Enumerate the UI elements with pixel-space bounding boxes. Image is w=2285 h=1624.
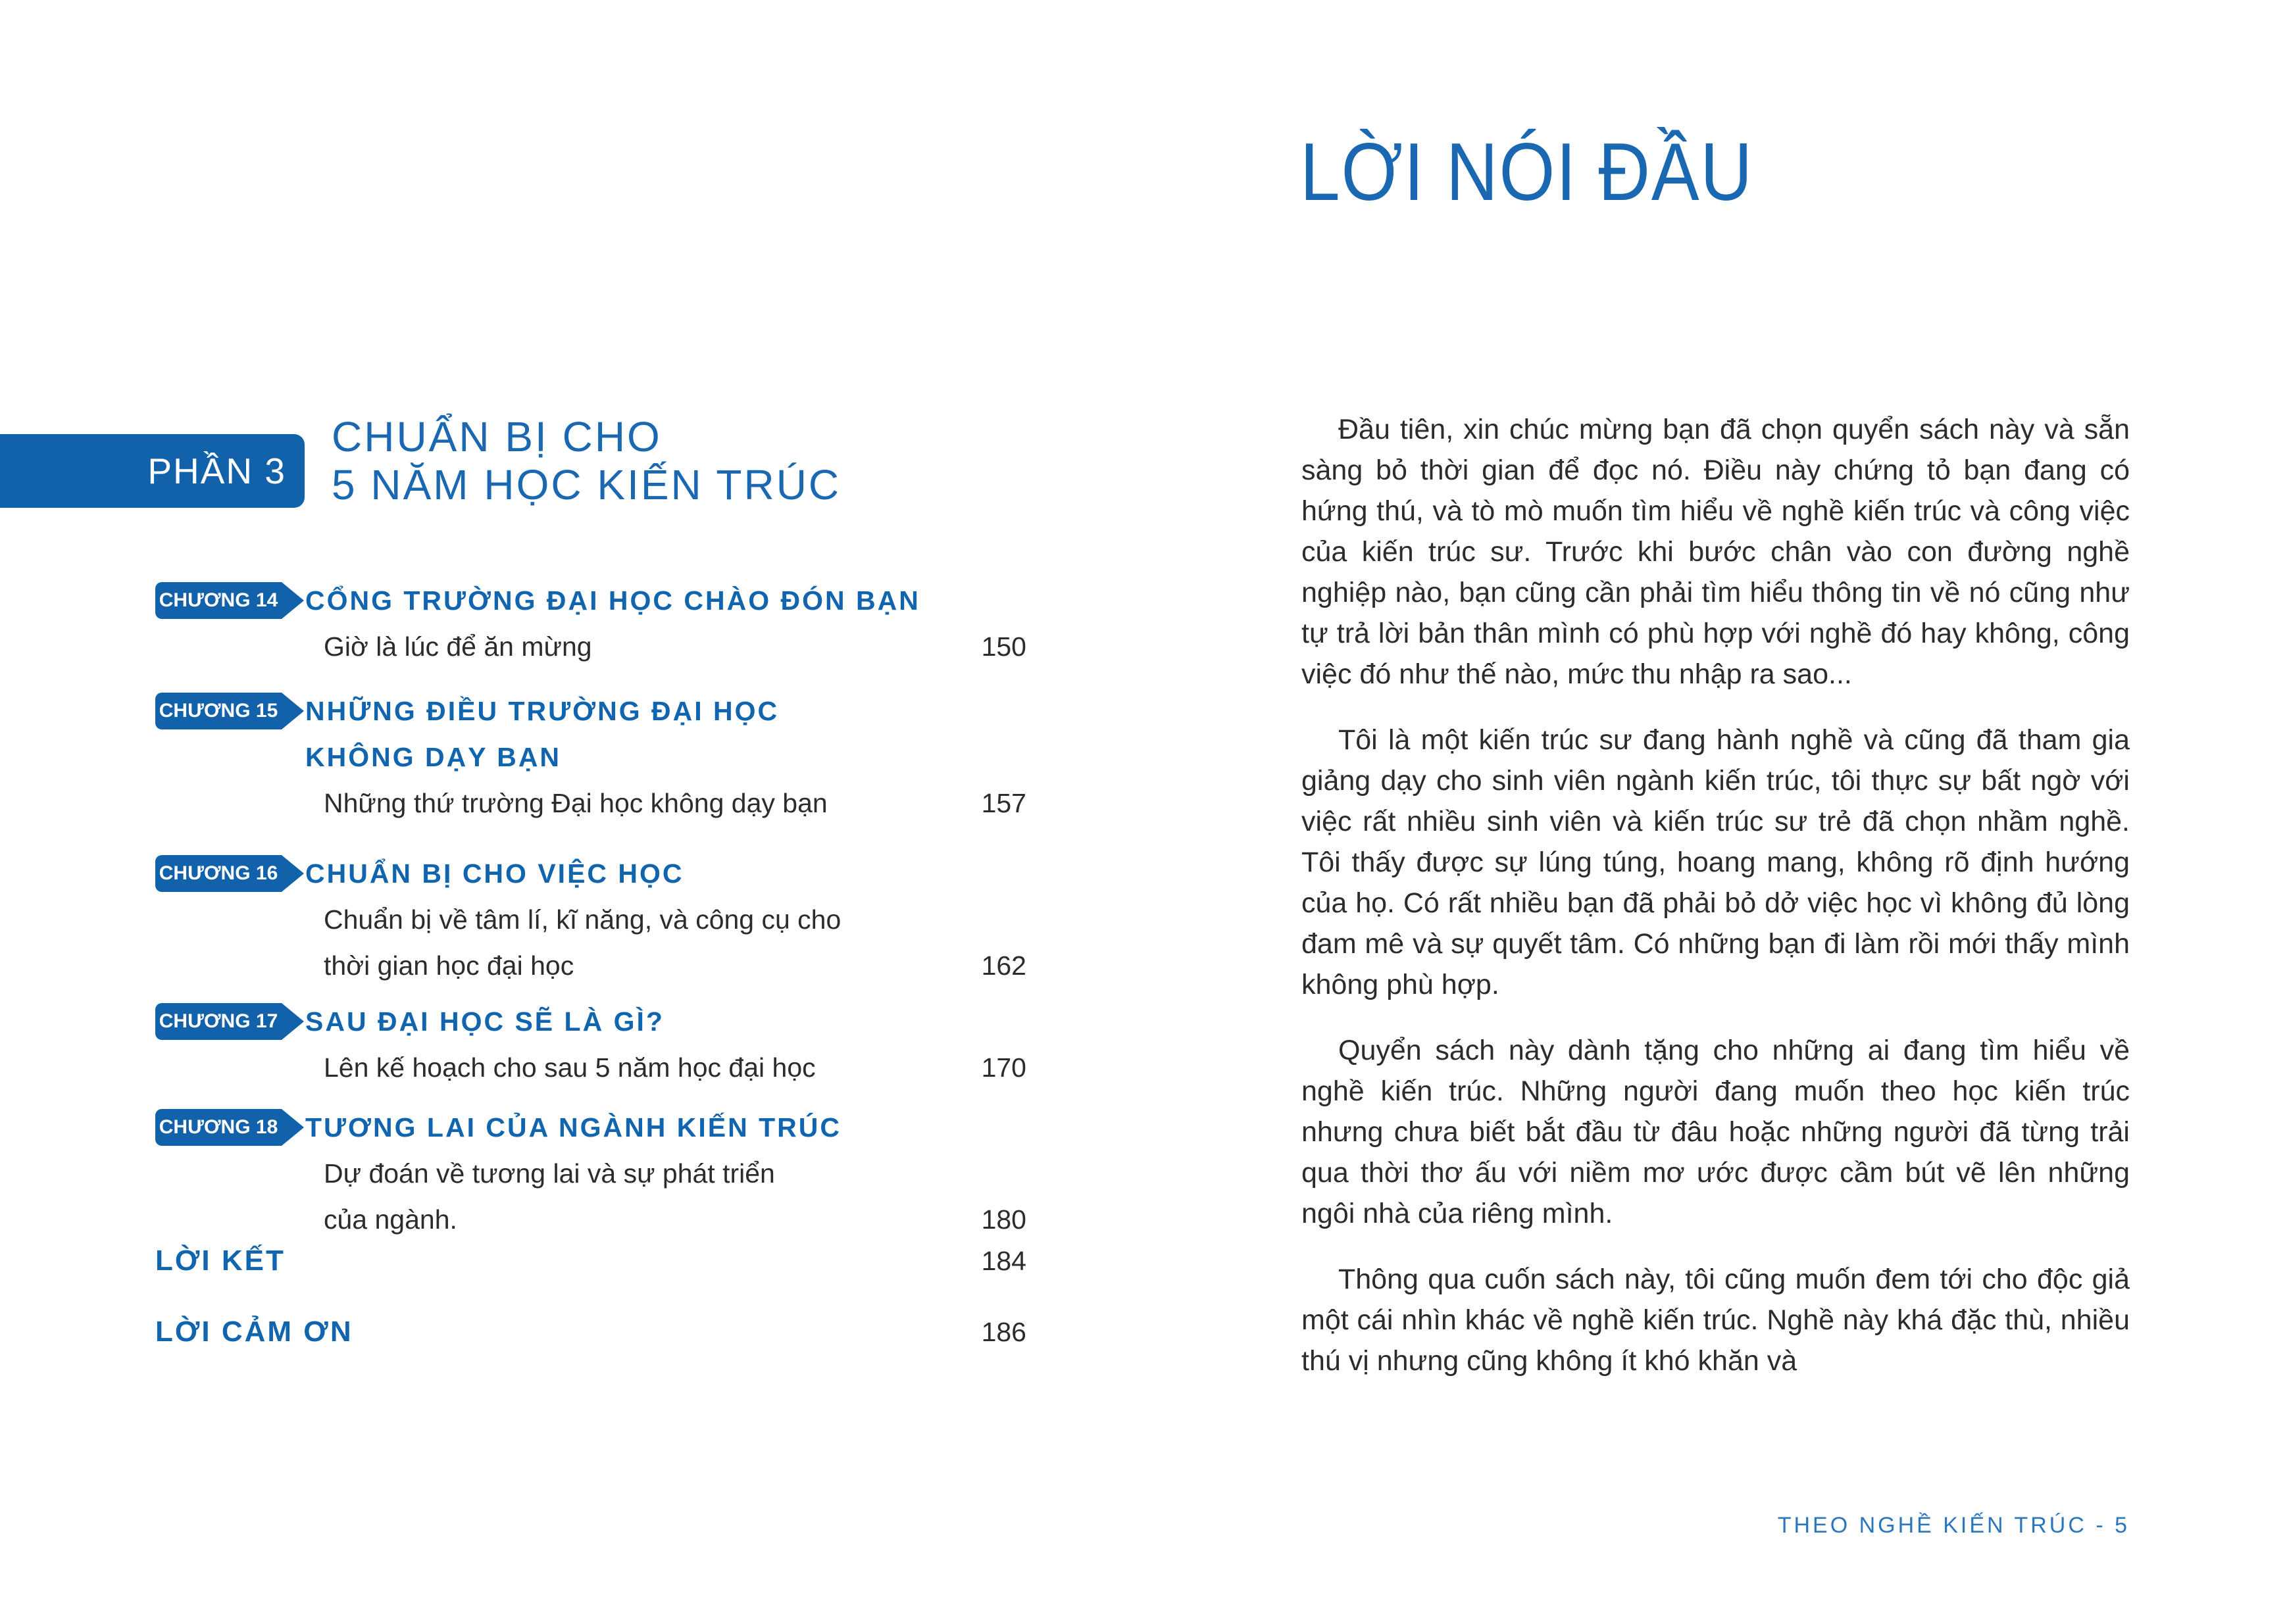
chapter-subtitle-row [155,1045,1026,1091]
chapter-subtitle-row [155,624,1026,670]
part-label: PHẦN 3 [147,451,286,491]
chapter-subtitle: Lên kế hoạch cho sau 5 năm học đại học [324,1052,816,1083]
chapter-badge-label: CHƯƠNG 15 [159,700,278,722]
chapter-badge-label: CHƯƠNG 16 [159,862,278,884]
backmatter-page-number: 186 [981,1317,1026,1347]
toc-chapter-entry [155,578,1026,670]
chapter-head [155,578,1026,624]
chapter-title: NHỮNG ĐIỀU TRƯỜNG ĐẠI HỌC KHÔNG DẠY BẠN [305,696,780,772]
chapter-title: TƯƠNG LAI CỦA NGÀNH KIẾN TRÚC [305,1112,841,1143]
preface-title: LỜI NÓI ĐẦU [1300,127,1753,218]
chapter-badge [155,1003,282,1040]
chapter-badge [155,693,282,729]
toc-chapter-entry [155,850,1026,989]
toc-chapter-entry [155,998,1026,1091]
chapter-subtitle-row [155,780,1026,826]
chapter-head [155,998,1026,1045]
chapter-title: CHUẨN BỊ CHO VIỆC HỌC [305,858,684,889]
backmatter-label: LỜI CẢM ƠN [155,1316,353,1348]
chapter-page-number: 162 [981,950,1026,981]
part-title-line-2: 5 NĂM HỌC KIẾN TRÚC [332,461,841,508]
chapter-page-number: 157 [981,788,1026,818]
backmatter-entry [155,1238,1026,1284]
chapter-page-number: 180 [981,1204,1026,1235]
part-title [332,413,841,509]
chapter-head [155,688,1026,780]
chapter-head [155,850,1026,897]
chapter-page-number: 170 [981,1052,1026,1083]
preface-paragraph: Thông qua cuốn sách này, tôi cũng muốn đem tới cho độc giả một cái nhìn khác về nghề kiến trúc. Nghề này khá đặc thù, nhiều thú vị nhưng cũng không ít khó khăn và [1301,1264,2130,1377]
chapter-badge-label: CHƯƠNG 14 [159,589,278,611]
chapter-page-number: 150 [981,631,1026,662]
preface-paragraph: Đầu tiên, xin chúc mừng bạn đã chọn quyển sách này và sẵn sàng bỏ thời gian để đọc nó. Điều này chứng tỏ bạn đang có hứng thú, và tò mò muốn tìm hiểu về nghề kiến trúc và công việc của kiến trúc sư. Trước khi bước chân vào con đường nghề nghiệp nào, bạn cũng cần phải tìm hiểu thông tin về nó cũng như tự trả lời bản thân mình có phù hợp với nghề đó hay không, công việc đó như thế nào, mức thu nhập ra sao... [1301,414,2130,690]
backmatter-page-number: 184 [981,1246,1026,1276]
preface-paragraph: Tôi là một kiến trúc sư đang hành nghề và cũng đã tham gia giảng dạy cho sinh viên ngành kiến trúc, tôi thực sự bất ngờ với việc rất nhiều sinh viên và kiến trúc sư trẻ đã chọn nhầm nghề. Tôi thấy được sự lúng túng, hoang mang, không rõ định hướng của họ. Có rất nhiều bạn đã phải bỏ dở việc học vì không đủ lòng đam mê và sự quyết tâm. Có những bạn đi làm rồi mới thấy mình không phù hợp. [1301,724,2130,1000]
chapter-badge [155,1109,282,1146]
chapter-badge-label: CHƯƠNG 17 [159,1010,278,1032]
backmatter-entry [155,1309,1026,1355]
chapter-subtitle: Giờ là lúc để ăn mừng [324,631,592,662]
chapter-subtitle-row [155,897,1026,989]
preface-body [1301,409,2130,1406]
chapter-badge [155,582,282,619]
chapter-badge [155,855,282,892]
chapter-title: SAU ĐẠI HỌC SẼ LÀ GÌ? [305,1006,665,1037]
chapter-badge-label: CHƯƠNG 18 [159,1116,278,1138]
part-title-line-1: CHUẨN BỊ CHO [332,413,662,460]
chapter-head [155,1104,1026,1150]
toc-chapter-entry [155,688,1026,826]
page-footer: THEO NGHỀ KIẾN TRÚC - 5 [1777,1513,2130,1538]
part-banner [0,434,305,508]
chapter-subtitle: Chuẩn bị về tâm lí, kĩ năng, và công cụ cho thời gian học đại học [324,904,841,981]
chapter-title: CỔNG TRƯỜNG ĐẠI HỌC CHÀO ĐÓN BẠN [305,585,920,616]
chapter-subtitle: Những thứ trường Đại học không dạy bạn [324,788,828,818]
toc-chapter-entry [155,1104,1026,1243]
chapter-subtitle-row [155,1150,1026,1243]
backmatter-label: LỜI KẾT [155,1244,286,1277]
preface-paragraph: Quyển sách này dành tặng cho những ai đang tìm hiểu về nghề kiến trúc. Những người đang muốn theo học kiến trúc nhưng chưa biết bắt đầu từ đâu hoặc những người đã từng trải qua thời thơ ấu với niềm mơ ước được cầm bút vẽ lên những ngôi nhà của riêng mình. [1301,1035,2130,1229]
chapter-subtitle: Dự đoán về tương lai và sự phát triển của ngành. [324,1158,775,1235]
